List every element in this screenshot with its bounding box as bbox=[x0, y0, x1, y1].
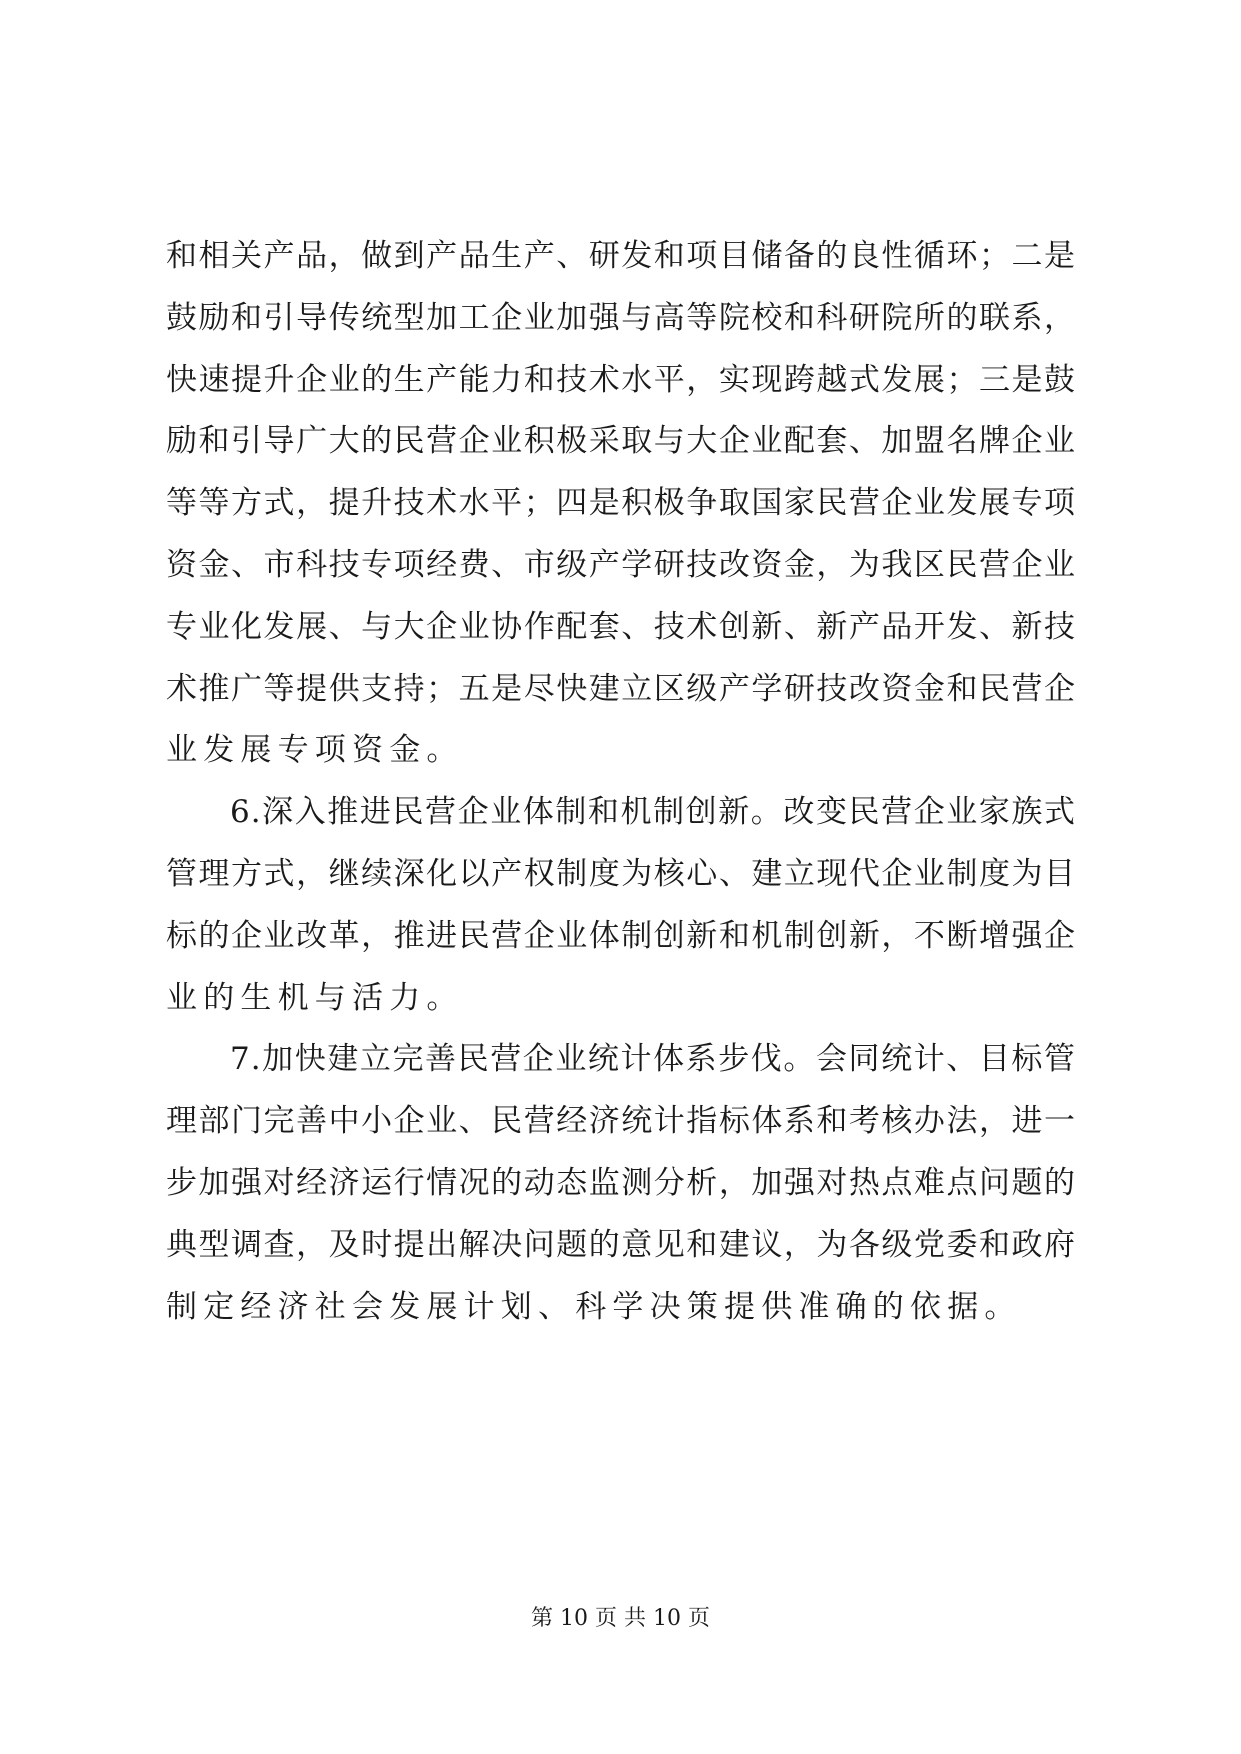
text-line: 制定经济社会发展计划、科学决策提供准确的依据。 bbox=[166, 1288, 1022, 1325]
text-line: 步加强对经济运行情况的动态监测分析，加强对热点难点问题的 bbox=[166, 1164, 1076, 1201]
paragraph-7-heading-line: 7.加快建立完善民营企业统计体系步伐。会同统计、目标管 bbox=[230, 1041, 1076, 1078]
text-line: 典型调查，及时提出解决问题的意见和建议，为各级党委和政府 bbox=[166, 1226, 1076, 1263]
text-line: 业发展专项资金。 bbox=[166, 732, 464, 769]
text-line: 鼓励和引导传统型加工企业加强与高等院校和科研院所的联系， bbox=[166, 299, 1076, 336]
text-line: 业的生机与活力。 bbox=[166, 979, 464, 1016]
text-line: 管理方式，继续深化以产权制度为核心、建立现代企业制度为目 bbox=[166, 855, 1076, 892]
text-line: 理部门完善中小企业、民营经济统计指标体系和考核办法，进一 bbox=[166, 1103, 1076, 1140]
text-line: 和相关产品，做到产品生产、研发和项目储备的良性循环；二是 bbox=[166, 238, 1076, 274]
document-body bbox=[166, 226, 1076, 1338]
page-number-footer: 第 10 页 共 10 页 bbox=[531, 1606, 710, 1631]
paragraph-6-heading-line: 6.深入推进民营企业体制和机制创新。改变民营企业家族式 bbox=[230, 794, 1076, 831]
text-line: 资金、市科技专项经费、市级产学研技改资金，为我区民营企业 bbox=[166, 546, 1076, 583]
text-line: 标的企业改革，推进民营企业体制创新和机制创新，不断增强企 bbox=[166, 917, 1076, 954]
text-line: 励和引导广大的民营企业积极采取与大企业配套、加盟名牌企业 bbox=[166, 423, 1076, 460]
text-line: 专业化发展、与大企业协作配套、技术创新、新产品开发、新技 bbox=[166, 608, 1076, 645]
text-line: 术推广等提供支持；五是尽快建立区级产学研技改资金和民营企 bbox=[166, 670, 1076, 707]
text-line: 快速提升企业的生产能力和技术水平，实现跨越式发展；三是鼓 bbox=[166, 361, 1076, 398]
text-line: 等等方式，提升技术水平；四是积极争取国家民营企业发展专项 bbox=[166, 485, 1076, 522]
